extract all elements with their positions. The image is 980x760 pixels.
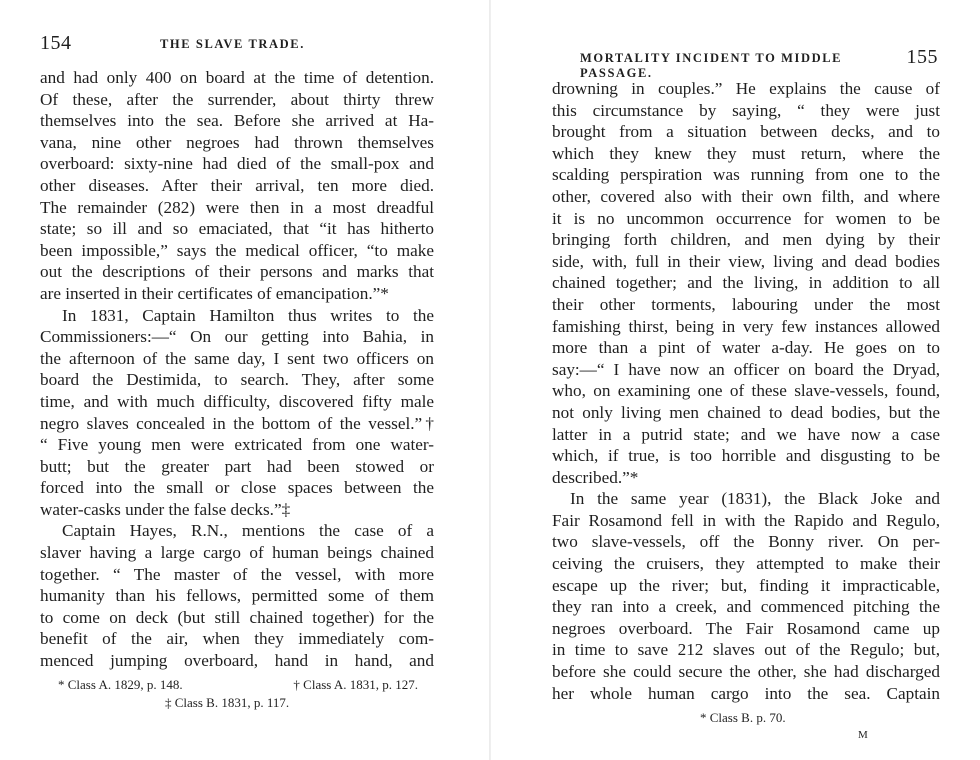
right-running-head: MORTALITY INCIDENT TO MIDDLE PASSAGE. — [580, 51, 843, 80]
text-line: bringing forth children, and men dying by their — [552, 230, 940, 250]
text-line: other, covered also with their own filth, and where — [552, 186, 940, 206]
text-line: slaver having a large cargo of human beings chained — [40, 543, 434, 563]
text-line: together. “ The master of the vessel, with more — [40, 564, 434, 584]
text-line: In the same year (1831), the Black Joke and — [570, 489, 940, 509]
text-line: benefit of the air, when they immediately com- — [40, 629, 434, 649]
text-line: drowning in couples.” He explains the cause of — [552, 79, 940, 98]
text-line: Fair Rosamond fell in with the Rapido and Regulo, — [552, 510, 940, 530]
text-line: described.”* — [552, 467, 639, 487]
signature-mark: M — [858, 729, 869, 741]
text-line: it is no uncommon occurrence for women to be — [552, 208, 940, 228]
text-line: the afternoon of the same day, I sent two officers on — [40, 348, 434, 368]
left-footnote-second — [165, 693, 425, 712]
text-line: her whole human cargo into the sea. Captain — [552, 683, 940, 703]
text-line: board the Destimida, to search. They, after some — [40, 370, 434, 390]
text-line: out the descriptions of their persons and marks that — [40, 262, 434, 282]
text-line: more than a pint of water a-day. He goes on to — [552, 338, 940, 358]
text-line: are inserted in their certificates of emancipation.”* — [40, 283, 389, 303]
text-line: In 1831, Captain Hamilton thus writes to the — [62, 305, 434, 325]
text-line: escape up the river; but, finding it impracticable, — [552, 575, 940, 595]
text-line: their other torments, labouring under the most — [552, 294, 940, 314]
text-line: Of these, after the surrender, about thirty threw — [40, 89, 434, 109]
text-line: this circumstance by saying, “ they were just — [552, 100, 940, 120]
right-page-text — [552, 78, 940, 704]
text-line: butt; but the greater part had been stowed or — [40, 456, 434, 476]
left-page-number: 154 — [40, 32, 72, 54]
text-line: which, if true, is too horrible and disgusting to be — [552, 446, 940, 466]
right-page-number: 155 — [906, 46, 938, 68]
text-line: and had only 400 on board at the time of detention. — [40, 68, 434, 87]
text-line: menced jumping overboard, hand in hand, and — [40, 651, 434, 671]
text-line: The remainder (282) were then in a most dreadful — [40, 197, 434, 217]
left-footnotes-row — [58, 675, 438, 694]
text-line: state; so ill and so emaciated, that “it has hitherto — [40, 219, 434, 239]
text-line: other diseases. After their arrival, ten more died. — [40, 175, 434, 195]
text-line: to come on deck (but still chained together) for the — [40, 607, 434, 627]
text-line: chained together; and the living, in addition to all — [552, 273, 940, 293]
text-line: who, on examining one of these slave-vessels, found, — [552, 381, 940, 401]
text-line: water-casks under the false decks.”‡ — [40, 499, 291, 519]
text-line: brought from a situation between decks, and to — [552, 122, 940, 142]
footnote: * Class A. 1829, p. 148. — [58, 677, 183, 692]
text-line: time, and with much difficulty, discovered fifty male — [40, 391, 434, 411]
text-line: overboard: sixty-nine had died of the small-pox and — [40, 154, 434, 174]
text-line: famishing thirst, being in very few instances allowed — [552, 316, 940, 336]
text-line: themselves into the sea. Before she arrived at Ha- — [40, 111, 434, 131]
text-line: Commissioners:—“ On our getting into Bahia, in — [40, 327, 434, 347]
text-line: which they knew they must return, where the — [552, 143, 940, 163]
text-line: they ran into a creek, and commenced pitching the — [552, 597, 940, 617]
text-line: two slave-vessels, off the Bonny river. On per- — [552, 532, 940, 552]
text-line: Captain Hayes, R.N., mentions the case of a — [62, 521, 434, 541]
footnote: † Class A. 1831, p. 127. — [293, 677, 418, 692]
text-line: latter in a putrid state; and we have now a case — [552, 424, 940, 444]
text-line: been impossible,” says the medical officer, “to make — [40, 240, 434, 260]
text-line: “ Five young men were extricated from one water- — [40, 435, 434, 455]
footnote: * Class B. p. 70. — [700, 710, 786, 725]
text-line: side, with, full in their view, living and dead bodies — [552, 251, 940, 271]
text-line: negroes overboard. The Fair Rosamond came up — [552, 618, 940, 638]
text-line: vana, nine other negroes had thrown themselves — [40, 132, 434, 152]
text-line: say:—“ I have now an officer on board the Dryad, — [552, 359, 940, 379]
text-line: scalding perspiration was running from one to the — [552, 165, 940, 185]
text-line: negro slaves concealed in the bottom of the vessel.”† — [40, 413, 434, 433]
left-running-head: THE SLAVE TRADE. — [160, 37, 305, 51]
left-page-text — [40, 67, 434, 672]
book-gutter — [489, 0, 491, 760]
text-line: humanity than his fellows, permitted some of them — [40, 586, 434, 606]
right-footnote — [700, 708, 900, 727]
text-line: forced into the small or close spaces between the — [40, 478, 434, 498]
footnote: ‡ Class B. 1831, p. 117. — [165, 695, 290, 710]
text-line: not only living men chained to dead bodies, but the — [552, 402, 940, 422]
text-line: in time to save 212 slaves out of the Regulo; but, — [552, 640, 940, 660]
text-line: ceiving the cruisers, they attempted to make their — [552, 554, 940, 574]
text-line: before she could secure the other, she had discharged — [552, 662, 940, 682]
